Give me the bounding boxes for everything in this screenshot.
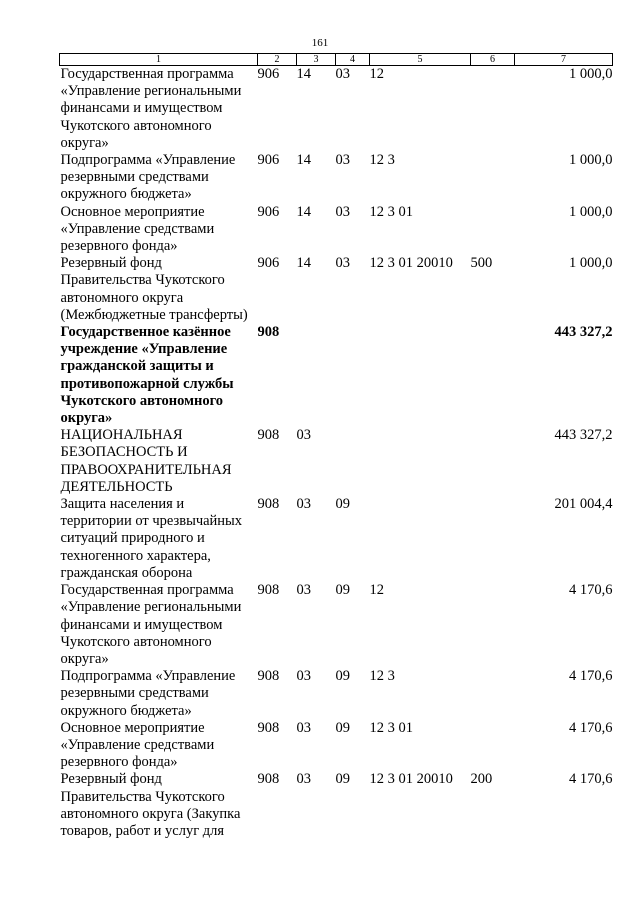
row-section-cell: 03 (296, 771, 311, 788)
row-expense-type-cell (471, 427, 515, 496)
column-header-2: 2 (258, 54, 297, 66)
row-amount-cell: 201 004,4 (554, 496, 613, 513)
row-expense-type-cell (471, 66, 515, 153)
column-header-7: 7 (515, 54, 613, 66)
row-section-cell: 03 (296, 582, 311, 599)
column-header-5: 5 (370, 54, 471, 66)
table-row (60, 255, 613, 324)
row-code-cell: 908 (257, 668, 280, 685)
table-row (60, 324, 613, 427)
table-row (60, 496, 613, 582)
row-amount-cell: 1 000,0 (569, 66, 613, 82)
row-target-article-cell (370, 427, 471, 496)
row-expense-type-cell (471, 720, 515, 772)
table-row (60, 771, 613, 840)
row-section-cell (297, 324, 336, 427)
row-name-cell: Государственная программа «Управление региональными финансами и имуществом Чукотского автономного округа» (60, 582, 242, 667)
row-code-cell: 908 (257, 719, 280, 736)
row-subsection-cell: 03 (335, 255, 350, 272)
row-subsection-cell: 09 (335, 771, 350, 788)
table-row (60, 720, 613, 772)
row-target-article-cell (370, 324, 471, 427)
row-subsection-cell: 03 (335, 66, 350, 82)
row-target-article-cell: 12 3 01 (369, 203, 413, 220)
row-section-cell: 14 (296, 66, 311, 82)
row-target-article-cell: 12 3 01 (369, 719, 413, 736)
row-amount-cell: 1 000,0 (569, 203, 613, 220)
row-amount-cell: 4 170,6 (569, 719, 613, 736)
row-target-article-cell: 12 (369, 582, 384, 599)
table-row (60, 668, 613, 720)
row-subsection-cell: 09 (335, 719, 350, 736)
row-amount-cell: 443 327,2 (554, 427, 613, 444)
row-name-cell: Основное мероприятие «Управление средствами резервного фонда» (60, 203, 215, 255)
row-section-cell: 14 (296, 203, 311, 220)
row-amount-cell: 1 000,0 (569, 255, 613, 272)
table-body (60, 66, 613, 841)
row-target-article-cell: 12 3 01 20010 (369, 771, 453, 788)
table-row (60, 582, 613, 668)
row-expense-type-cell (471, 204, 515, 256)
row-section-cell: 14 (296, 255, 311, 272)
table-row (60, 66, 613, 153)
row-name-cell: Подпрограмма «Управление резервными средствами окружного бюджета» (60, 668, 236, 719)
row-amount-cell: 4 170,6 (569, 668, 613, 685)
table-row (60, 427, 613, 496)
table-header (60, 54, 613, 66)
row-amount-cell: 4 170,6 (569, 771, 613, 788)
row-name-cell: Основное мероприятие «Управление средствами резервного фонда» (60, 719, 215, 771)
row-name-cell: Резервный фонд Правительства Чукотского автономного округа (Закупка товаров, работ и услуг для (60, 771, 241, 839)
row-expense-type-cell (471, 152, 515, 204)
row-code-cell: 908 (257, 324, 280, 341)
row-section-cell: 03 (296, 668, 311, 685)
row-subsection-cell (336, 324, 370, 427)
column-header-3: 3 (297, 54, 336, 66)
row-code-cell: 906 (257, 255, 280, 272)
row-target-article-cell: 12 3 (369, 668, 395, 685)
row-target-article-cell (370, 496, 471, 582)
row-subsection-cell: 09 (335, 496, 350, 513)
column-header-6: 6 (471, 54, 515, 66)
row-expense-type-cell (471, 496, 515, 582)
row-name-cell: Резервный фонд Правительства Чукотского автономного округа (Межбюджетные трансферты) (60, 255, 248, 323)
row-code-cell: 908 (257, 582, 280, 599)
page-number: 161 (311, 37, 329, 49)
row-name-cell: Государственное казённое учреждение «Управление гражданской защиты и противопожарной службы Чукотского автономного округа» (60, 324, 234, 427)
column-number-row (60, 54, 613, 66)
row-code-cell: 908 (257, 496, 280, 513)
row-amount-cell: 1 000,0 (569, 152, 613, 169)
column-header-4: 4 (336, 54, 370, 66)
row-expense-type-cell (471, 582, 515, 668)
row-amount-cell: 443 327,2 (554, 324, 613, 341)
row-target-article-cell: 12 (369, 66, 384, 82)
row-code-cell: 908 (257, 771, 280, 788)
row-code-cell: 906 (257, 66, 280, 82)
row-target-article-cell: 12 3 (369, 152, 395, 169)
row-section-cell: 03 (296, 427, 311, 444)
row-target-article-cell: 12 3 01 20010 (369, 255, 453, 272)
row-code-cell: 906 (257, 203, 280, 220)
row-subsection-cell (336, 427, 370, 496)
column-header-1: 1 (60, 54, 258, 66)
row-amount-cell: 4 170,6 (569, 582, 613, 599)
row-expense-type-cell (471, 324, 515, 427)
row-code-cell: 908 (257, 427, 280, 444)
row-code-cell: 906 (257, 152, 280, 169)
row-expense-type-cell (471, 668, 515, 720)
row-subsection-cell: 03 (335, 152, 350, 169)
table-row (60, 204, 613, 256)
row-name-cell: Подпрограмма «Управление резервными средствами окружного бюджета» (60, 152, 236, 203)
row-section-cell: 14 (296, 152, 311, 169)
row-section-cell: 03 (296, 719, 311, 736)
row-expense-type-cell: 200 (470, 771, 493, 788)
row-section-cell: 03 (296, 496, 311, 513)
row-subsection-cell: 09 (335, 582, 350, 599)
row-name-cell: Защита населения и территории от чрезвычайных ситуаций природного и техногенного характера, гражданская оборона (60, 496, 243, 581)
row-name-cell: НАЦИОНАЛЬНАЯ БЕЗОПАСНОСТЬ И ПРАВООХРАНИТЕЛЬНАЯ ДЕЯТЕЛЬНОСТЬ (60, 427, 232, 495)
budget-table (59, 53, 613, 840)
row-subsection-cell: 03 (335, 203, 350, 220)
table-row (60, 152, 613, 204)
row-name-cell: Государственная программа «Управление региональными финансами и имуществом Чукотского автономного округа» (60, 66, 242, 151)
row-expense-type-cell: 500 (470, 255, 493, 272)
row-subsection-cell: 09 (335, 668, 350, 685)
